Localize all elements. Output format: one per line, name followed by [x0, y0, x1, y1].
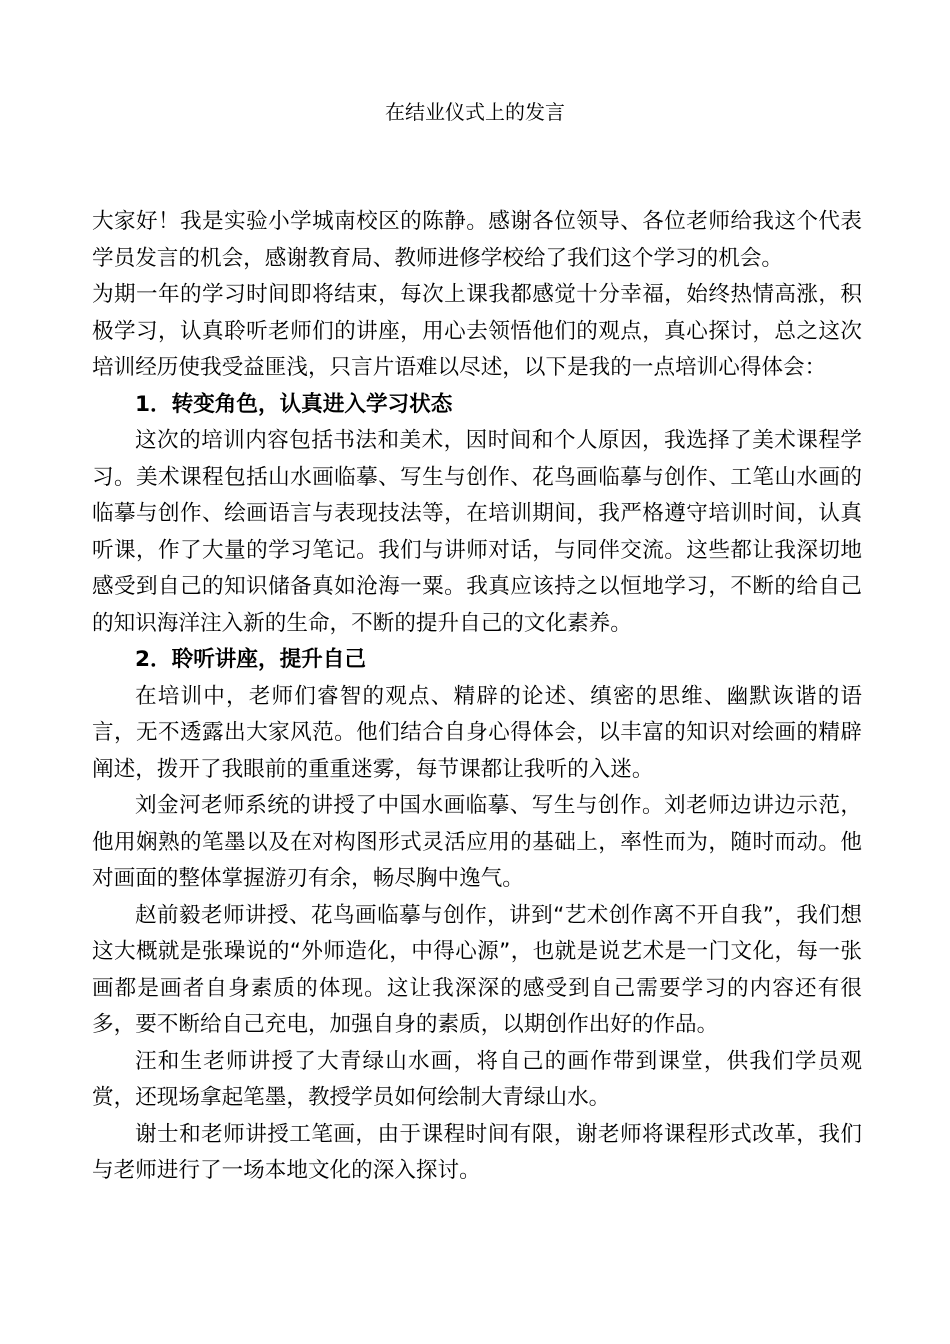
- section-heading-1: 1．转变角色，认真进入学习状态: [135, 391, 453, 417]
- paragraph-lectures: 在培训中，老师们睿智的观点、精辟的论述、缜密的思维、幽默诙谐的语言，无不透露出大家风范。他们结合自身心得体会，以丰富的知识对绘画的精辟阐述，拨开了我眼前的重重迷雾，每节课都让我听的入迷。: [92, 683, 862, 782]
- paragraph-teacher-wang: 汪和生老师讲授了大青绿山水画，将自己的画作带到课堂，供我们学员观赏，还现场拿起笔墨，教授学员如何绘制大青绿山水。: [92, 1048, 862, 1110]
- document-body: [92, 204, 862, 1190]
- paragraph-intro: 为期一年的学习时间即将结束，每次上课我都感觉十分幸福，始终热情高涨，积极学习，认真聆听老师们的讲座，用心去领悟他们的观点，真心探讨，总之这次培训经历使我受益匪浅，只言片语难以尽述，以下是我的一点培训心得体会：: [92, 282, 862, 380]
- paragraph-teacher-zhao: 赵前毅老师讲授、花鸟画临摹与创作，讲到“艺术创作离不开自我”，我们想这大概就是张璪说的“外师造化，中得心源”，也就是说艺术是一门文化，每一张画都是画者自身素质的体现。这让我深深的感受到自己需要学习的内容还有很多，要不断给自己充电，加强自身的素质，以期创作出好的作品。: [92, 902, 862, 1037]
- section-heading-2: 2．聆听讲座，提升自己: [135, 647, 366, 672]
- paragraph-teacher-liu: 刘金河老师系统的讲授了中国水画临摹、写生与创作。刘老师边讲边示范，他用娴熟的笔墨以及在对构图形式灵活应用的基础上，率性而为，随时而动。他对画面的整体掌握游刃有余，畅尽胸中逸气。: [92, 793, 862, 891]
- paragraph-teacher-xie: 谢士和老师讲授工笔画，由于课程时间有限，谢老师将课程形式改革，我们与老师进行了一场本地文化的深入探讨。: [92, 1121, 862, 1183]
- paragraph-greeting: 大家好！我是实验小学城南校区的陈静。感谢各位领导、各位老师给我这个代表学员发言的机会，感谢教育局、教师进修学校给了我们这个学习的机会。: [92, 209, 862, 271]
- document-title: 在结业仪式上的发言: [385, 100, 565, 124]
- paragraph-section-1: 这次的培训内容包括书法和美术，因时间和个人原因，我选择了美术课程学习。美术课程包括山水画临摹、写生与创作、花鸟画临摹与创作、工笔山水画的临摹与创作、绘画语言与表现技法等，在培训期间，我严格遵守培训时间，认真听课，作了大量的学习笔记。我们与讲师对话，与同伴交流。这些都让我深切地感受到自己的知识储备真如沧海一粟。我真应该持之以恒地学习，不断的给自己的知识海洋注入新的生命，不断的提升自己的文化素养。: [92, 428, 862, 636]
